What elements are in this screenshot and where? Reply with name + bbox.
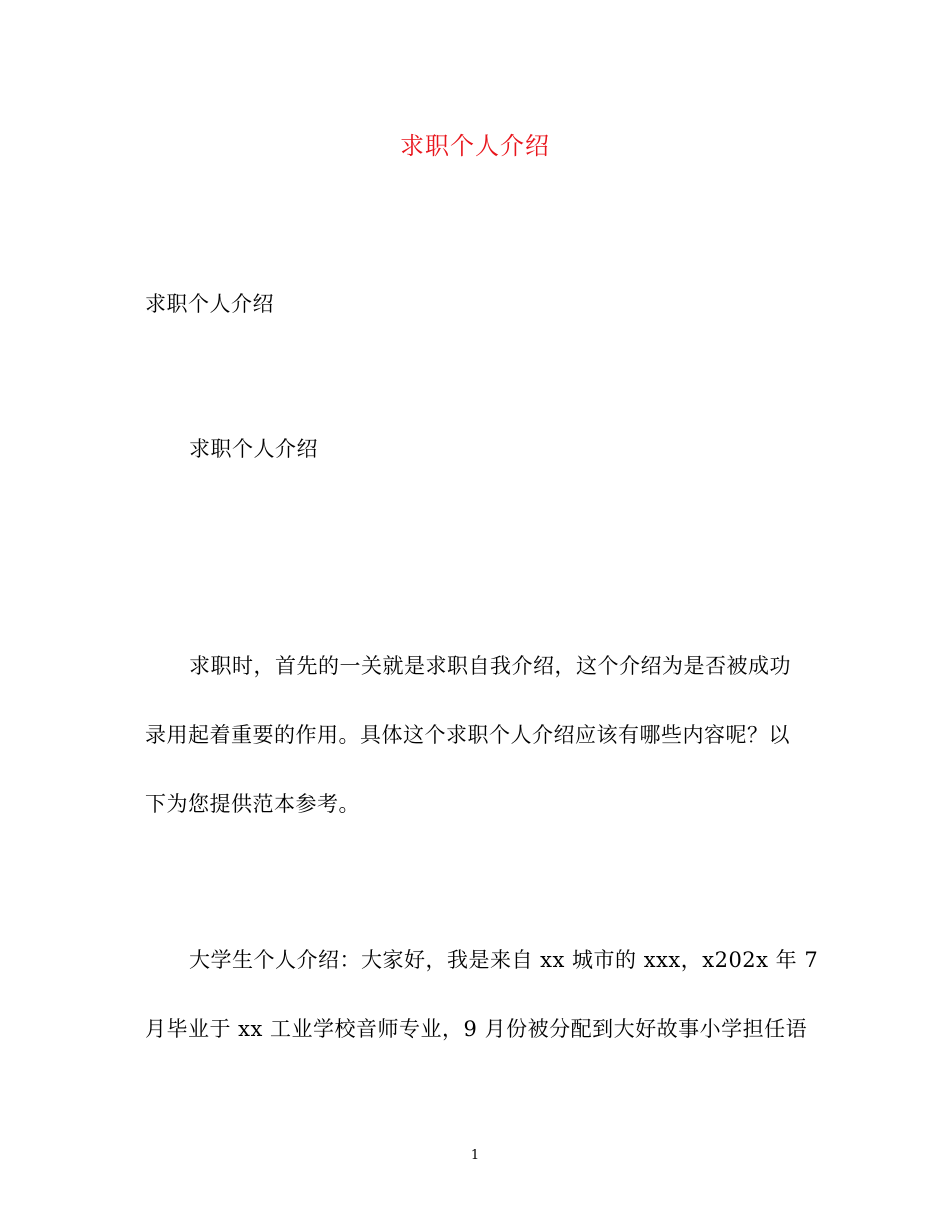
document-title: 求职个人介绍	[400, 132, 550, 160]
page-number: 1	[470, 1148, 480, 1163]
paragraph-line: 求职时，首先的一关就是求职自我介绍，这个介绍为是否被成功	[189, 654, 791, 678]
section-heading: 求职个人介绍	[145, 292, 274, 316]
example-paragraph	[145, 926, 819, 1064]
section-subheading: 求职个人介绍	[189, 437, 318, 461]
intro-paragraph	[145, 632, 805, 839]
paragraph-line: 录用起着重要的作用。具体这个求职个人介绍应该有哪些内容呢？以	[145, 723, 790, 747]
paragraph-line: 大学生个人介绍：大家好，我是来自 xx 城市的 xxx，x202x 年 7	[189, 948, 819, 972]
paragraph-line: 下为您提供范本参考。	[145, 792, 360, 816]
paragraph-line: 月毕业于 xx 工业学校音师专业，9 月份被分配到大好故事小学担任语	[145, 1017, 808, 1041]
